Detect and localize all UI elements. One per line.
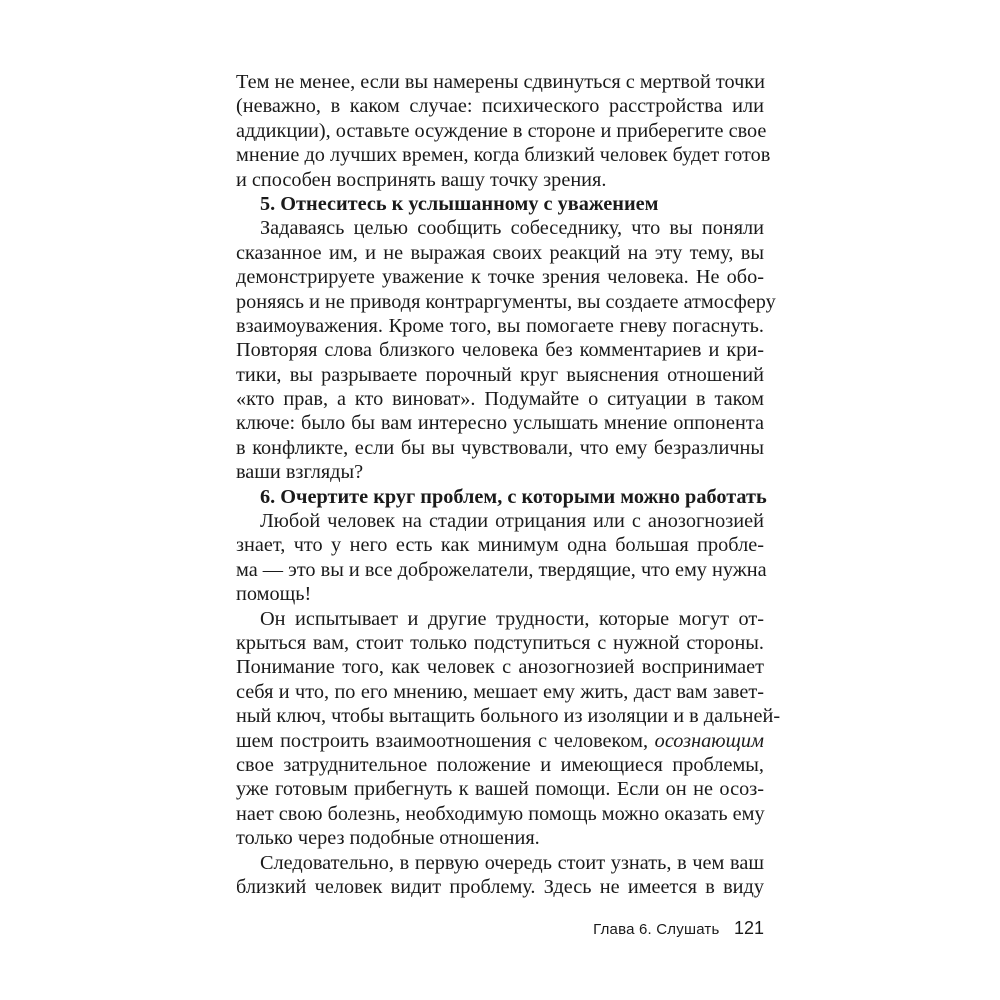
text-line bbox=[236, 607, 764, 631]
page-number: 121 bbox=[733, 918, 764, 938]
text-line bbox=[236, 582, 764, 606]
chapter-title: Глава 6. Слушать bbox=[593, 921, 720, 938]
line-text: 5. Отнеситесь к услышанному с уважением bbox=[260, 192, 659, 215]
text-line bbox=[236, 558, 767, 582]
section-heading bbox=[236, 485, 767, 509]
line-text: себя и что, по его мнению, мешает ему жить, даст вам завет- bbox=[236, 680, 764, 703]
line-text: помощь! bbox=[236, 583, 312, 606]
line-text: Тем не менее, если вы намерены сдвинуться с мертвой точки bbox=[236, 71, 766, 93]
line-text: Повторяя слова близкого человека без комментариев и кри- bbox=[236, 339, 764, 362]
text-line bbox=[236, 631, 764, 655]
text-line bbox=[236, 387, 764, 411]
line-text: свое затруднительное положение и имеющиеся проблемы, bbox=[236, 753, 764, 776]
text-line bbox=[236, 168, 764, 192]
text-line bbox=[236, 680, 764, 704]
line-text: нает свою болезнь, необходимую помощь можно оказать ему bbox=[236, 802, 765, 825]
text-line bbox=[236, 363, 764, 387]
text-line bbox=[236, 265, 764, 289]
text-line bbox=[236, 802, 764, 826]
line-text: аддикции), оставьте осуждение в стороне и приберегите свое bbox=[236, 119, 767, 142]
text-line bbox=[236, 875, 764, 899]
running-footer bbox=[236, 918, 764, 939]
line-text: ваши взгляды? bbox=[236, 461, 364, 484]
text-line bbox=[236, 338, 764, 362]
line-text: Понимание того, как человек с анозогнозией воспринимает bbox=[236, 656, 764, 679]
line-text: «кто прав, а кто виноват». Подумайте о ситуации в таком bbox=[236, 388, 764, 411]
text-line bbox=[236, 119, 767, 143]
line-text: взаимоуважения. Кроме того, вы помогаете гневу погаснуть. bbox=[236, 314, 764, 337]
line-text: ный ключ, чтобы вытащить больного из изоляции и в дальней- bbox=[236, 705, 781, 728]
line-text: Следовательно, в первую очередь стоит узнать, в чем ваш bbox=[260, 851, 764, 874]
line-text: сказанное им, и не выражая своих реакций на эту тему, вы bbox=[236, 241, 764, 264]
text-line bbox=[236, 851, 764, 875]
line-text: 6. Очертите круг проблем, с которыми можно работать bbox=[260, 485, 767, 508]
text-line bbox=[236, 436, 764, 460]
line-text: крыться вам, стоит только подступиться с нужной стороны. bbox=[236, 631, 764, 654]
text-line bbox=[236, 411, 764, 435]
line-text: знает, что у него есть как минимум одна большая пробле- bbox=[236, 534, 764, 557]
line-text: мнение до лучших времен, когда близкий человек будет готов bbox=[236, 144, 771, 167]
text-line bbox=[236, 704, 781, 728]
line-text: ма — это вы и все доброжелатели, твердящие, что ему нужна bbox=[236, 558, 767, 581]
line-text: уже готовым прибегнуть к вашей помощи. Если он не осоз- bbox=[236, 778, 764, 801]
text-line bbox=[236, 314, 764, 338]
line-text: Задаваясь целью сообщить собеседнику, что вы поняли bbox=[260, 217, 764, 240]
line-text: шем построить взаимоотношения с человеком, bbox=[236, 729, 649, 752]
line-text: в конфликте, если бы вы чувствовали, что ему безразличны bbox=[236, 436, 764, 459]
text-line bbox=[236, 729, 764, 753]
text-line bbox=[236, 533, 764, 557]
line-text: только через подобные отношения. bbox=[236, 827, 540, 850]
text-line bbox=[236, 216, 764, 240]
text-line bbox=[236, 70, 764, 94]
page-body bbox=[236, 70, 781, 899]
line-text: ключе: было бы вам интересно услышать мнение оппонента bbox=[236, 412, 764, 435]
line-text: Он испытывает и другие трудности, которые могут от- bbox=[260, 607, 764, 630]
text-line bbox=[236, 509, 764, 533]
line-text: тики, вы разрываете порочный круг выяснения отношений bbox=[236, 363, 764, 386]
text-line bbox=[236, 290, 776, 314]
text-line bbox=[236, 241, 764, 265]
text-line bbox=[236, 655, 764, 679]
line-text: и способен воспринять вашу точку зрения. bbox=[236, 168, 607, 191]
text-line bbox=[236, 826, 764, 850]
section-heading bbox=[236, 192, 764, 216]
line-text: близкий человек видит проблему. Здесь не имеется в виду bbox=[236, 875, 764, 898]
line-text: Любой человек на стадии отрицания или с анозогнозией bbox=[260, 510, 764, 533]
text-line bbox=[236, 777, 764, 801]
text-line bbox=[236, 143, 771, 167]
line-text: демонстрируете уважение к точке зрения человека. Не обо- bbox=[236, 266, 764, 289]
text-line bbox=[236, 94, 764, 118]
line-text: (неважно, в каком случае: психического расстройства или bbox=[236, 95, 764, 118]
text-line bbox=[236, 753, 764, 777]
line-text: роняясь и не приводя контраргументы, вы создаете атмосферу bbox=[236, 290, 776, 313]
italic-word: осознающим bbox=[654, 729, 764, 752]
text-line bbox=[236, 460, 764, 484]
